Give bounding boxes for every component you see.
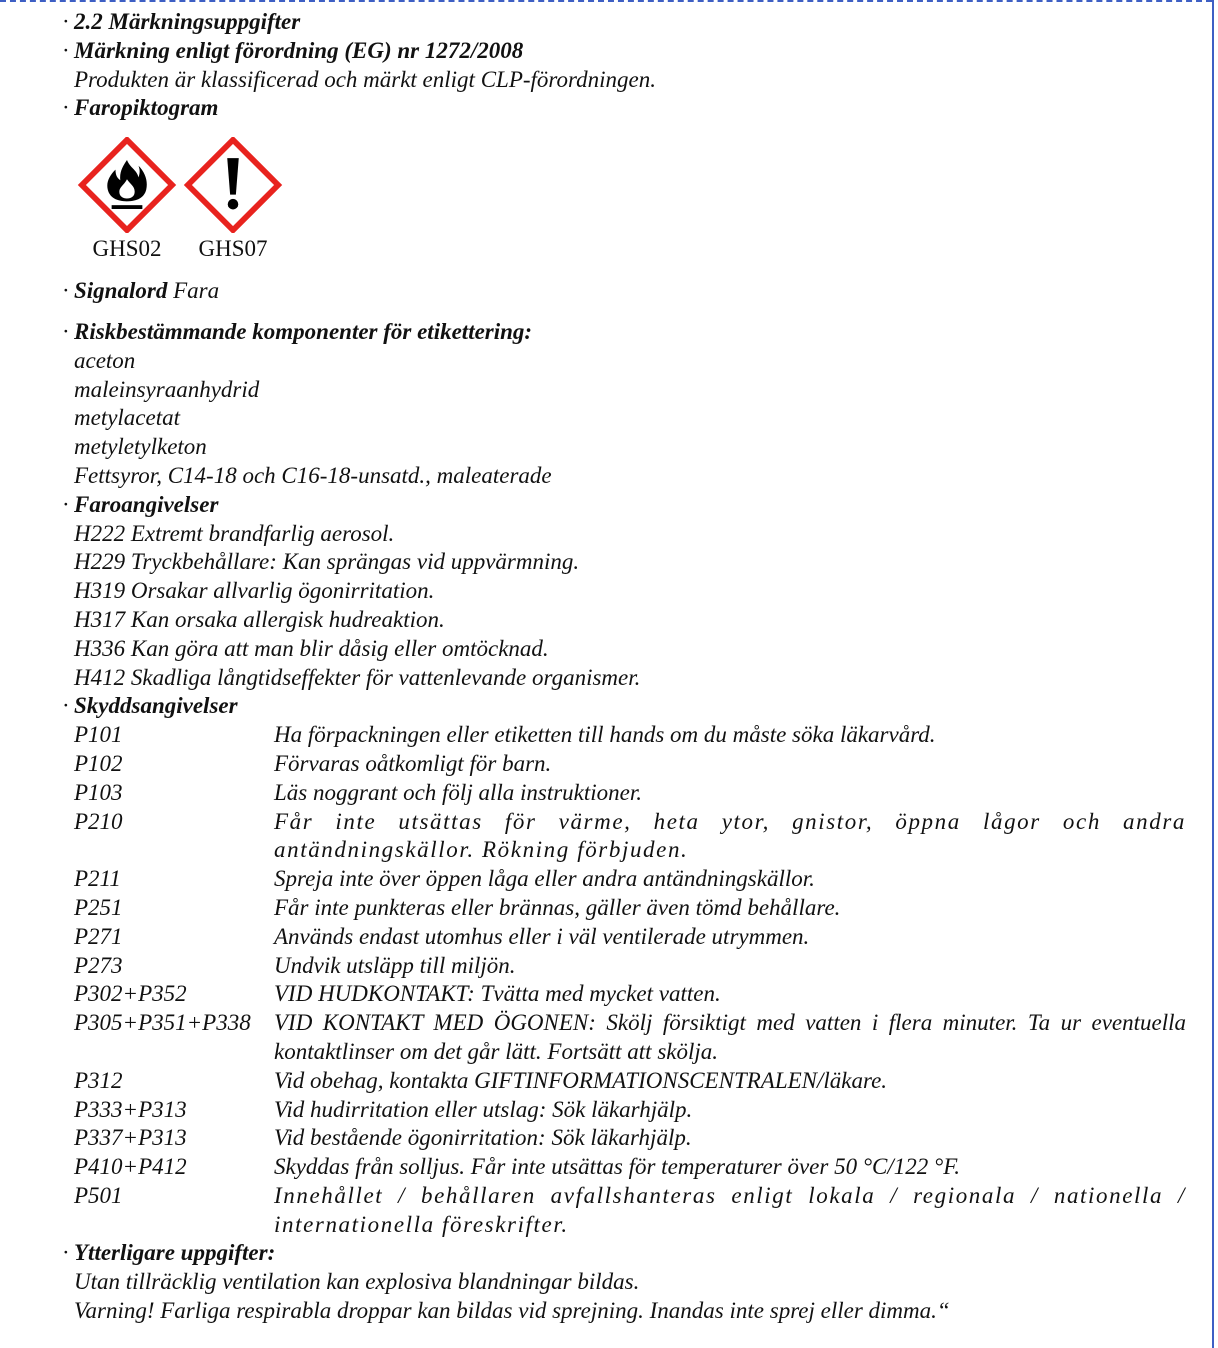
pictograms-heading: Faropiktogram: [74, 95, 219, 121]
table-row: [74, 865, 1186, 894]
components-heading: Riskbestämmande komponenter för etikettering:: [74, 318, 533, 344]
table-row: [74, 980, 1186, 1009]
table-row: [74, 721, 1186, 750]
table-row: [74, 1009, 1186, 1067]
signal-word-value: Fara: [173, 278, 220, 304]
table-row: [74, 750, 1186, 779]
table-row: [74, 923, 1186, 952]
table-row: [74, 808, 1186, 866]
table-row: [74, 1182, 1186, 1240]
bullet: ·: [62, 37, 70, 63]
additional-info-item: Varning! Farliga respirabla droppar kan bildas vid sprejning. Inandas inte sprej eller dimma.“: [74, 1298, 950, 1324]
pictogram-code: GHS07: [198, 236, 268, 262]
precautionary-statements-table: [74, 721, 1186, 1239]
statement-code: P273: [74, 952, 123, 978]
statement-code: P102: [74, 750, 123, 776]
bullet: ·: [62, 9, 70, 34]
hazard-statement: H222 Extremt brandfarlig aerosol.: [74, 520, 395, 546]
labelling-section: [62, 8, 1186, 1326]
hazard-statement: H229 Tryckbehållare: Kan sprängas vid uppvärmning.: [74, 549, 580, 575]
hazard-statements-heading: Faroangivelser: [74, 491, 219, 517]
statement-text: Vid hudirritation eller utslag: Sök läkarhjälp.: [274, 1096, 693, 1122]
table-row: [74, 1124, 1186, 1153]
components-heading-line: [62, 318, 1186, 347]
additional-info-heading: Ytterligare uppgifter:: [74, 1240, 276, 1266]
statement-text: Får inte utsättas för värme, heta ytor, gnistor, öppna lågor och andra antändningskällor. Rökning förbjuden.: [274, 808, 1186, 863]
bullet: ·: [62, 1240, 70, 1266]
hazard-statement: H336 Kan göra att man blir dåsig eller omtöcknad.: [74, 635, 549, 661]
table-row: [74, 952, 1186, 981]
bullet: ·: [62, 95, 70, 121]
exclamation-icon: [183, 137, 283, 233]
statement-code: P501: [74, 1182, 123, 1208]
bullet: ·: [62, 693, 70, 719]
pictogram-code: GHS02: [92, 236, 162, 262]
statement-text: VID KONTAKT MED ÖGONEN: Skölj försiktigt med vatten i flera minuter. Ta ur eventuella kontaktlinser om det går lätt. Fortsätt att skölja.: [274, 1010, 1186, 1064]
hazard-statement: H412 Skadliga långtidseffekter för vattenlevande organismer.: [74, 664, 641, 690]
section-heading-line: [62, 8, 1186, 37]
regulation-heading-line: [62, 37, 1186, 66]
precautionary-heading-line: [62, 692, 1186, 721]
statement-text: Vid obehag, kontakta GIFTINFORMATIONSCENTRALEN/läkare.: [274, 1067, 888, 1093]
section-heading: 2.2 Märkningsuppgifter: [74, 9, 301, 34]
additional-info-item: Utan tillräcklig ventilation kan explosiva blandningar bildas.: [74, 1269, 640, 1295]
pictogram-row: [62, 137, 1186, 263]
additional-info-heading-line: [62, 1239, 1186, 1268]
pictograms-heading-line: [62, 94, 1186, 123]
regulation-heading: Märkning enligt förordning (EG) nr 1272/2008: [74, 37, 524, 63]
component-item: aceton: [74, 347, 136, 373]
table-row: [74, 894, 1186, 923]
statement-text: Innehållet / behållaren avfallshanteras enligt lokala / regionala / nationella / internationella föreskrifter.: [274, 1182, 1186, 1237]
statement-text: Vid bestående ögonirritation: Sök läkarhjälp.: [274, 1125, 692, 1151]
statement-text: VID HUDKONTAKT: Tvätta med mycket vatten.: [274, 981, 721, 1007]
table-row: [74, 779, 1186, 808]
flame-icon: [77, 137, 177, 233]
statement-text: Undvik utsläpp till miljön.: [274, 952, 516, 978]
component-item: metylacetat: [74, 405, 181, 431]
hazard-statement: H317 Kan orsaka allergisk hudreaktion.: [74, 606, 445, 632]
table-row: [74, 1153, 1186, 1182]
statement-code: P337+P313: [74, 1125, 187, 1151]
statement-text: Läs noggrant och följ alla instruktioner.: [274, 779, 643, 805]
statement-code: P333+P313: [74, 1096, 187, 1122]
statement-code: P410+P412: [74, 1154, 187, 1180]
statement-text: Ha förpackningen eller etiketten till hands om du måste söka läkarvård.: [274, 722, 936, 748]
statement-text: Spreja inte över öppen låga eller andra antändningskällor.: [274, 866, 815, 892]
table-row: [74, 1096, 1186, 1125]
statement-code: P312: [74, 1067, 123, 1093]
statement-code: P251: [74, 894, 123, 920]
signal-word-label: Signalord: [74, 278, 168, 304]
table-row: [74, 1067, 1186, 1096]
component-item: Fettsyror, C14-18 och C16-18-unsatd., maleaterade: [74, 462, 552, 488]
regulation-text: Produkten är klassificerad och märkt enligt CLP-förordningen.: [74, 66, 656, 92]
statement-code: P103: [74, 779, 123, 805]
statement-code: P101: [74, 722, 123, 748]
signal-word-line: [62, 277, 1186, 306]
statement-text: Får inte punkteras eller brännas, gäller även tömd behållare.: [274, 894, 841, 920]
component-item: maleinsyraanhydrid: [74, 376, 260, 402]
hazard-heading-line: [62, 491, 1186, 520]
bullet: ·: [62, 278, 70, 304]
precautionary-statements-heading: Skyddsangivelser: [74, 693, 238, 719]
statement-text: Skyddas från solljus. Får inte utsättas för temperaturer över 50 °C/122 °F.: [274, 1154, 961, 1180]
statement-code: P302+P352: [74, 981, 187, 1007]
hazard-statement: H319 Orsakar allvarlig ögonirritation.: [74, 578, 435, 604]
statement-text: Förvaras oåtkomligt för barn.: [274, 750, 552, 776]
pictogram-ghs02: [74, 137, 180, 263]
statement-text: Används endast utomhus eller i väl ventilerade utrymmen.: [274, 923, 810, 949]
statement-code: P271: [74, 923, 123, 949]
bullet: ·: [62, 491, 70, 517]
page-frame-right-border: [1212, 0, 1214, 1348]
statement-code: P305+P351+P338: [74, 1010, 251, 1036]
statement-code: P210: [74, 808, 123, 834]
component-item: metyletylketon: [74, 434, 207, 460]
bullet: ·: [62, 318, 70, 344]
statement-code: P211: [74, 866, 121, 892]
pictogram-ghs07: [180, 137, 286, 263]
page-frame-top-border: [0, 0, 1212, 2]
